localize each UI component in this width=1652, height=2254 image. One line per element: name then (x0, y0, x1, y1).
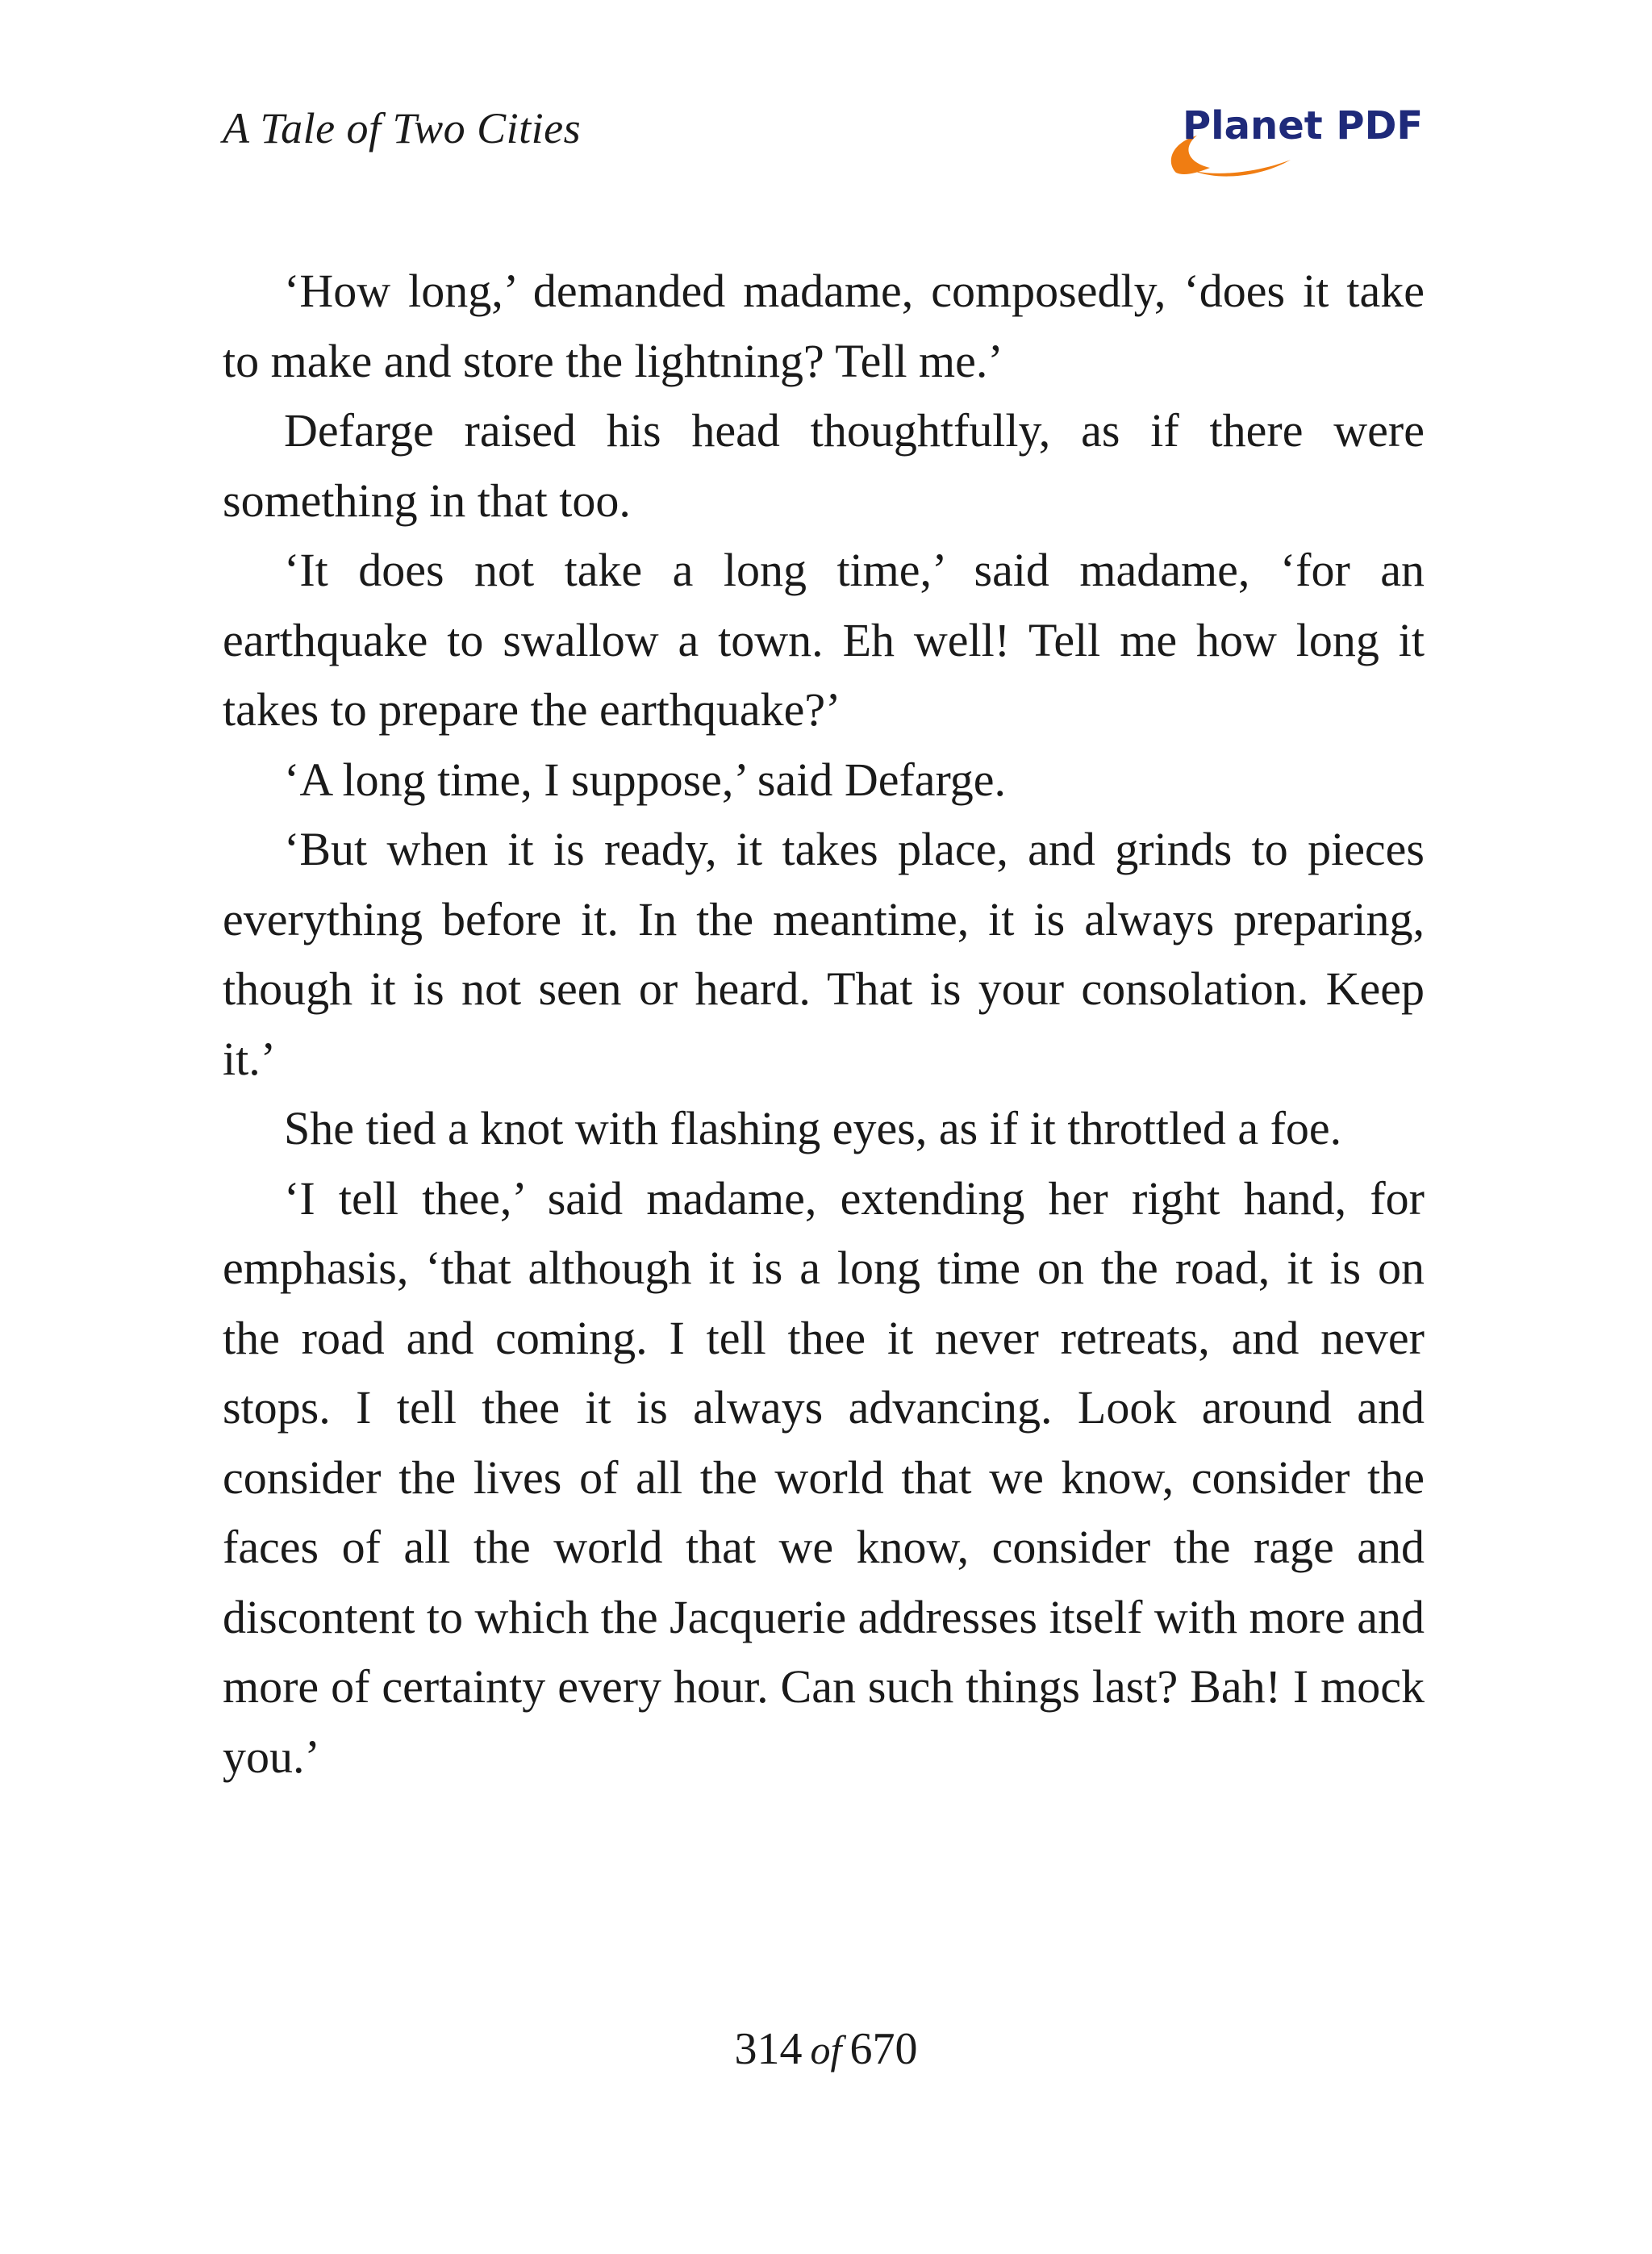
paragraph: ‘How long,’ demanded madame, composedly, ‘does it take to make and store the lightning? Tell me.’ (223, 265, 1425, 387)
paragraph: ‘But when it is ready, it takes place, and grinds to pieces everything before it. In the meantime, it is always preparing, though it is not seen or heard. That is your consolation. Keep it.’ (223, 823, 1425, 1085)
planet-pdf-logo (1162, 100, 1424, 173)
paragraph: ‘It does not take a long time,’ said madame, ‘for an earthquake to swallow a town. Eh well! Tell me how long it takes to prepare the earthquake?’ (223, 544, 1425, 736)
current-page: 314 (734, 2024, 803, 2074)
logo-text: Planet PDF (1183, 103, 1424, 148)
page-of-label: of (810, 2027, 842, 2072)
paragraph: ‘I tell thee,’ said madame, extending her right hand, for emphasis, ‘that although it is a long time on the road, it is on the road and coming. I tell thee it never retreats, and never stops. I tell thee it is always advancing. Look around and consider the lives of all the world that we know, consider the faces of all the world that we know, consider the rage and discontent to which the Jacquerie addresses itself with more and more of certainty every hour. Can such things last? Bah! I mock you.’ (223, 1171, 1425, 1783)
page-number (0, 2023, 1652, 2075)
paragraph: ‘A long time, I suppose,’ said Defarge. (284, 753, 1007, 806)
body-text (223, 257, 1425, 1792)
paragraph: Defarge raised his head thoughtfully, as if there were something in that too. (223, 404, 1425, 527)
paragraph: She tied a knot with flashing eyes, as if it throttled a foe. (284, 1102, 1342, 1154)
total-pages: 670 (849, 2024, 918, 2074)
running-title: A Tale of Two Cities (223, 104, 582, 152)
